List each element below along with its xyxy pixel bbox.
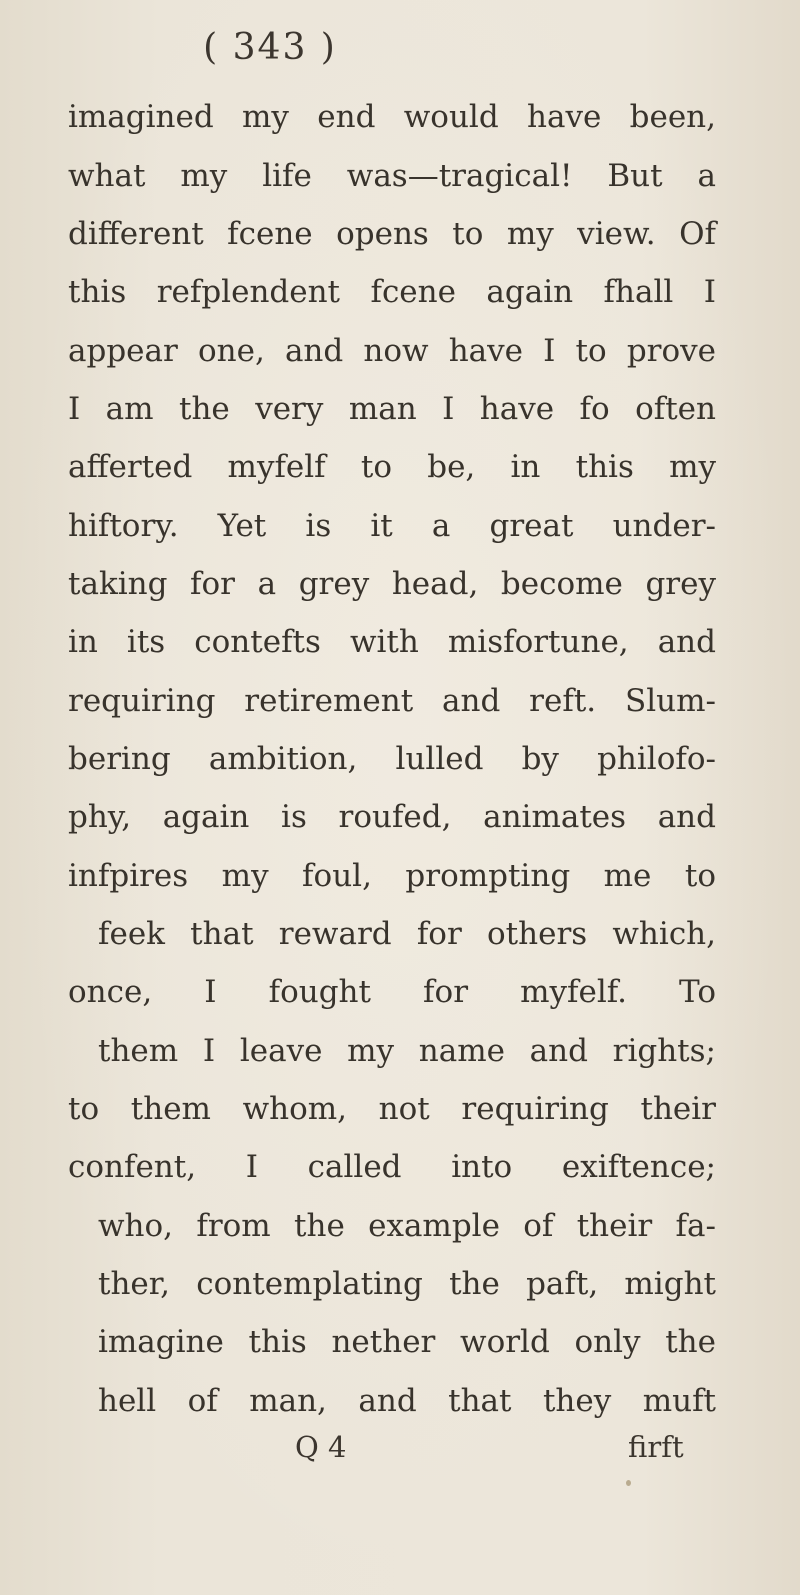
text-line: once, I fought for myfelf. To <box>68 974 716 1010</box>
text-line: them I leave my name and rights; <box>98 1033 716 1069</box>
text-line: this refplendent fcene again fhall I <box>68 274 716 310</box>
page-footer <box>0 1420 800 1474</box>
text-line: I am the very man I have fo often <box>68 391 716 427</box>
text-line: to them whom, not requiring their <box>68 1091 716 1127</box>
text-line: taking for a grey head, become grey <box>68 566 716 602</box>
text-line: in its contefts with misfortune, and <box>68 624 716 660</box>
text-line: ther, contemplating the paft, might <box>98 1266 716 1302</box>
page-number: ( 343 ) <box>203 27 337 68</box>
paper-speck <box>626 1480 631 1486</box>
text-line: infpires my foul, prompting me to <box>68 858 716 894</box>
text-line: afferted myfelf to be, in this my <box>68 449 716 485</box>
text-line: imagined my end would have been, <box>68 99 716 135</box>
catchword: firft <box>628 1430 684 1464</box>
text-line: confent, I called into exiftence; <box>68 1149 716 1185</box>
text-line: imagine this nether world only the <box>98 1324 716 1360</box>
text-line: bering ambition, lulled by philofo- <box>68 741 716 777</box>
text-line: what my life was—tragical! But a <box>68 158 716 194</box>
text-line: different fcene opens to my view. Of <box>68 216 716 252</box>
text-line: feek that reward for others which, <box>98 916 716 952</box>
text-line: appear one, and now have I to prove <box>68 333 716 369</box>
signature-mark: Q 4 <box>295 1430 347 1464</box>
text-line: requiring retirement and reft. Slum- <box>68 683 716 719</box>
text-line: hiftory. Yet is it a great under- <box>68 508 716 544</box>
text-line: phy, again is roufed, animates and <box>68 799 716 835</box>
text-line: hell of man, and that they muft <box>98 1383 716 1419</box>
text-line: who, from the example of their fa- <box>98 1208 716 1244</box>
